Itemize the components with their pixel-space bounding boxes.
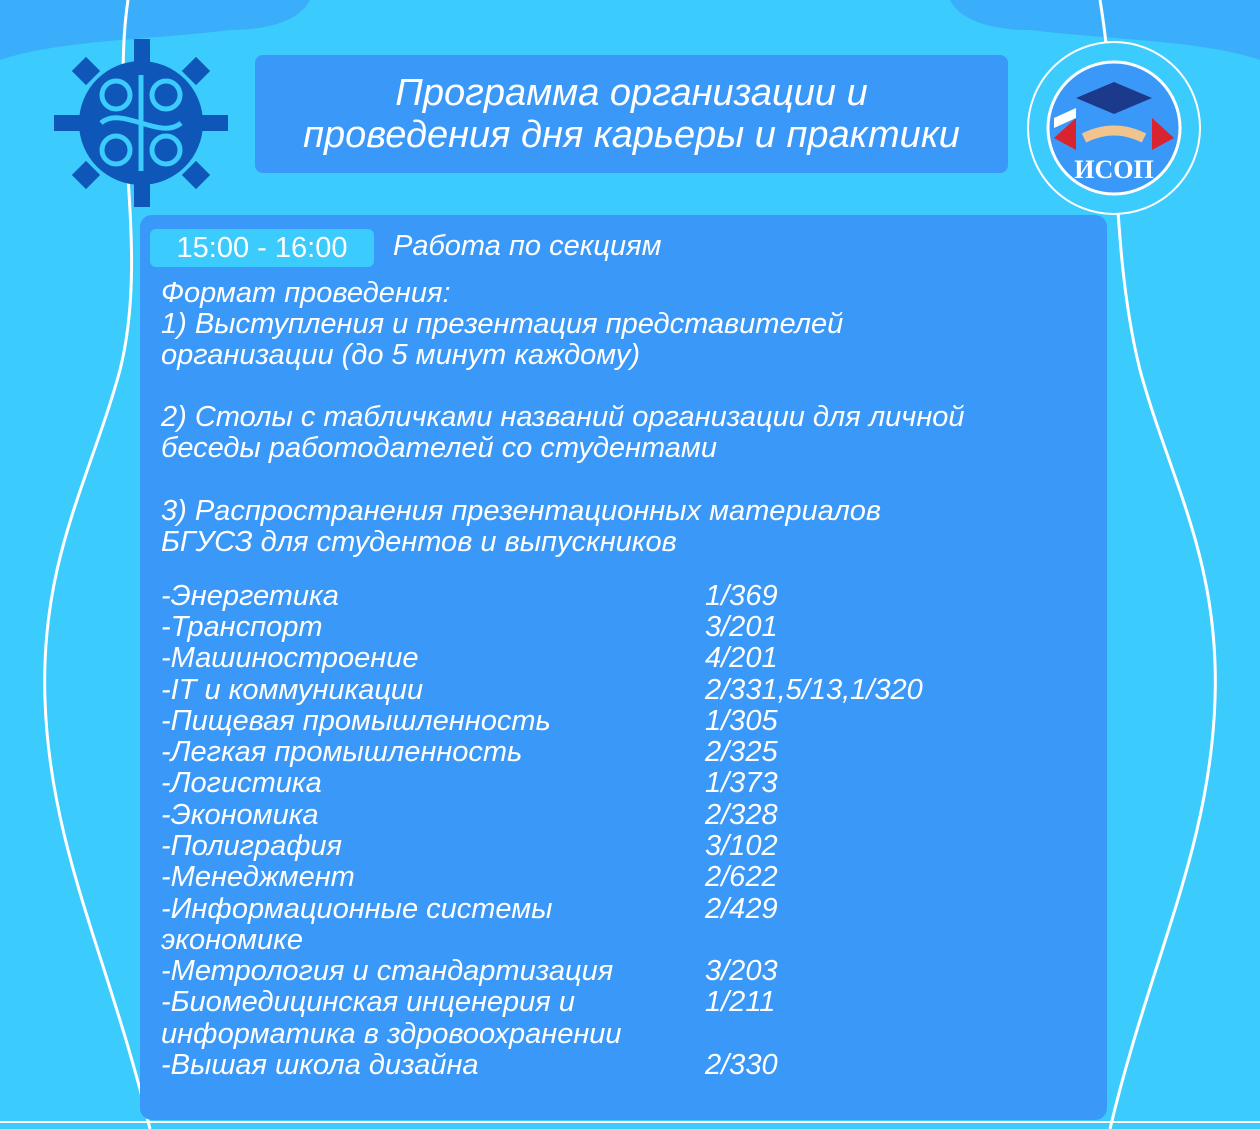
section-room: 4/201 bbox=[705, 642, 778, 674]
format-label: Формат проведения: bbox=[161, 277, 451, 309]
section-name: -Менеджмент bbox=[161, 861, 355, 893]
section-room: 3/201 bbox=[705, 611, 778, 643]
section-name: -Пищевая промышленность bbox=[161, 705, 551, 737]
section-room: 3/102 bbox=[705, 830, 778, 862]
section-room: 2/325 bbox=[705, 736, 778, 768]
format-item-2-line2: беседы работодателей со студентами bbox=[161, 432, 717, 464]
page-title-line1: Программа организации и bbox=[395, 72, 868, 114]
isop-logo bbox=[1014, 38, 1214, 218]
format-item-1-line1: 1) Выступления и презентация представителей bbox=[161, 308, 844, 340]
section-name: -Логистика bbox=[161, 767, 322, 799]
gear-ornament-icon bbox=[46, 35, 236, 215]
section-name-continuation: экономике bbox=[161, 924, 303, 956]
section-room: 2/328 bbox=[705, 799, 778, 831]
section-room: 1/369 bbox=[705, 580, 778, 612]
section-room: 2/622 bbox=[705, 861, 778, 893]
session-title: Работа по секциям bbox=[393, 230, 662, 262]
time-badge: 15:00 - 16:00 bbox=[150, 229, 374, 267]
format-item-2-line1: 2) Столы с табличками названий организации для личной bbox=[161, 401, 965, 433]
logo-caption: ИСОП bbox=[1074, 155, 1154, 184]
section-room: 2/331,5/13,1/320 bbox=[705, 674, 923, 706]
section-name: -Биомедицинская инценерия и bbox=[161, 986, 575, 1018]
section-room: 2/429 bbox=[705, 893, 778, 925]
format-item-1-line2: организации (до 5 минут каждому) bbox=[161, 339, 641, 371]
format-item-3-line1: 3) Распространения презентационных материалов bbox=[161, 495, 882, 527]
section-name: -Транспорт bbox=[161, 611, 323, 643]
page-title-box bbox=[255, 55, 1008, 173]
section-room: 2/330 bbox=[705, 1049, 778, 1081]
section-room: 1/305 bbox=[705, 705, 778, 737]
section-name: -Энергетика bbox=[161, 580, 339, 612]
section-name: -Машиностроение bbox=[161, 642, 419, 674]
section-name: -Полиграфия bbox=[161, 830, 343, 862]
section-name: -Вышая школа дизайна bbox=[161, 1049, 479, 1081]
section-name: -Информационные системы bbox=[161, 893, 553, 925]
format-item-3-line2: БГУСЗ для студентов и выпускников bbox=[161, 526, 677, 558]
section-name: -Легкая промышленность bbox=[161, 736, 523, 768]
section-room: 1/211 bbox=[705, 986, 776, 1018]
section-name: -Экономика bbox=[161, 799, 319, 831]
section-name-continuation: информатика в здровоохранении bbox=[161, 1018, 622, 1050]
section-room: 1/373 bbox=[705, 767, 778, 799]
section-room: 3/203 bbox=[705, 955, 778, 987]
section-name: -Метрология и стандартизация bbox=[161, 955, 614, 987]
section-name: -IT и коммуникации bbox=[161, 674, 424, 706]
page-title-line2: проведения дня карьеры и практики bbox=[303, 114, 960, 156]
